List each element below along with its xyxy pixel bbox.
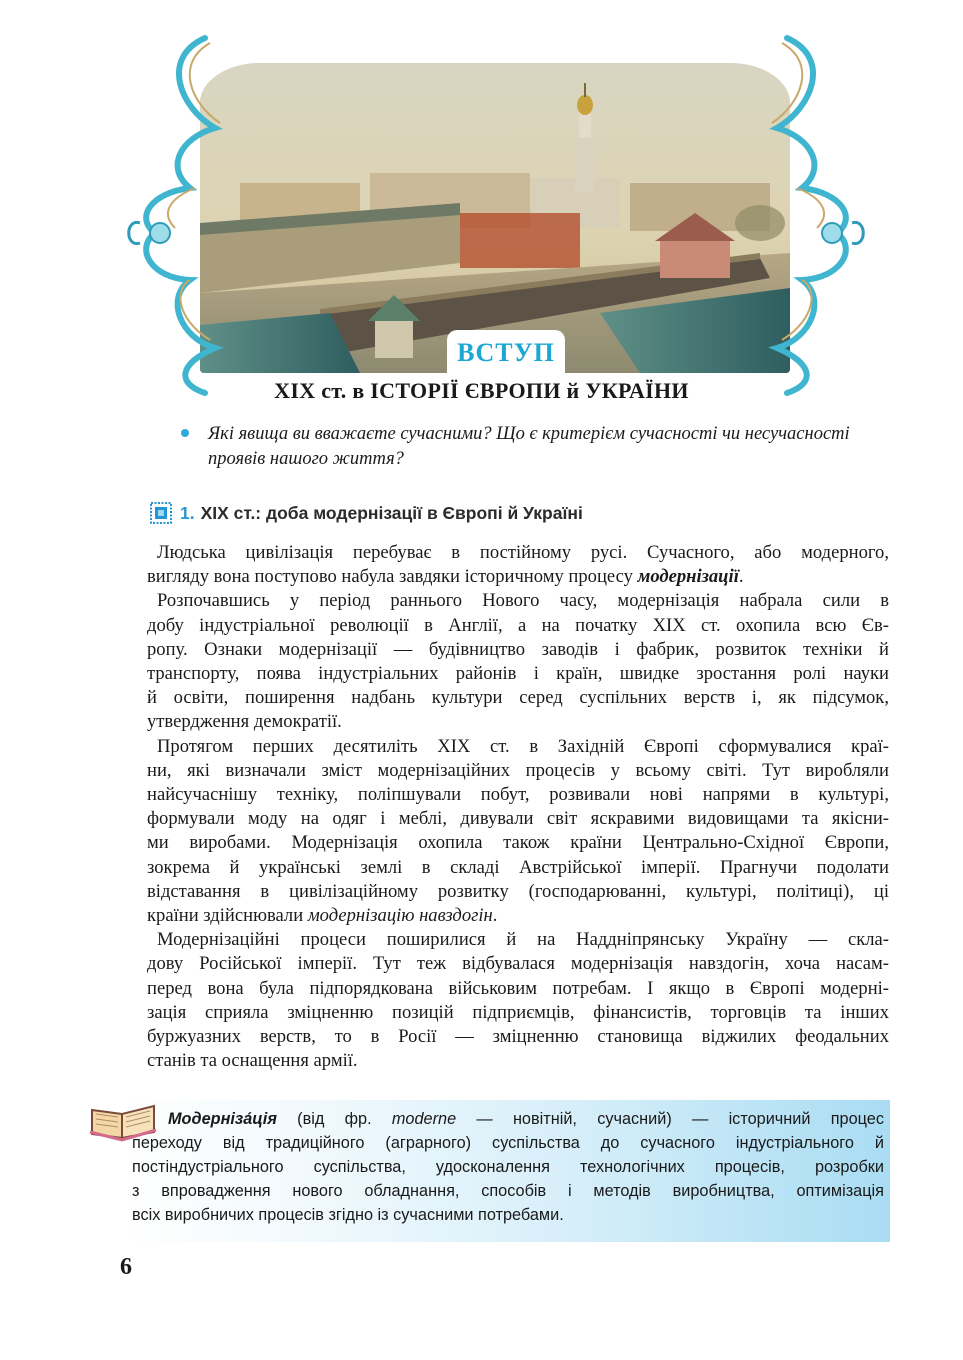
text-line: утвердження демократії. [147,711,342,733]
definition-origin-word: moderne [391,1110,457,1128]
definition-text [132,1107,884,1227]
text-line: країни здійснювали модернізацію навздогін. [147,905,498,927]
section-number: 1. [180,502,195,523]
text-line: найсучаснішу техніку, поліпшували побут, розвивали нові напрями в культурі, [147,784,889,806]
question-line: проявів нашого життя? [208,449,404,469]
text-line: Протягом перших десятиліть XIX ст. в Західній Європі сформувалися краї- [157,735,889,757]
term-modernization: модернізації [637,566,739,588]
text-line: ми виробами. Модернізація охопила також країни Центрально-Східної Європи, [147,832,889,854]
definition-line: з впровадження нового обладнання, способів і методів виробництва, оптимізація [132,1182,884,1200]
intro-badge: ВСТУП [447,330,565,376]
city-panorama-image [200,63,790,373]
page-number: 6 [120,1254,132,1280]
ornament-frame-right-icon [762,18,872,396]
text-line: вигляду вона поступово набула завдяки історичному процесу модернізації. [147,566,744,588]
definition-line: всіх виробничих процесів згідно із сучасними потребами. [132,1206,564,1224]
section-square-icon [150,502,172,524]
definition-line: переходу від традиційного (аграрного) суспільства до сучасного індустріального й [132,1134,884,1152]
text-line: буржуазних верств, то в Росії — зміцненню становища віджилих феодальних [147,1026,889,1048]
definition-line: Модернiза́цiя (від фр. moderne — новітній, сучасний) — історичний процес [168,1110,884,1128]
definition-line: постіндустріального суспільства, удосконалення технологічних процесів, розробки [132,1158,884,1176]
term-catch-up-modernization: модернізацію навздогін [307,905,493,927]
text-line: добу індустріальної революції в Англії, а на початку XIX ст. охопила всю Єв- [147,614,889,636]
text-line: станів та оснащення армії. [147,1050,358,1072]
text-line: Розпочавшись у період раннього Нового часу, модернізація набрала сили в [157,590,889,612]
intro-question [183,422,903,472]
text-line: Людська цивілізація перебуває в постійному русі. Сучасного, або модерного, [157,542,889,563]
text-line: ропу. Ознаки модернізації — будівництво заводів і фабрик, розвиток техніки й [147,638,889,660]
section-title: XIX ст.: доба модернізації в Європі й Україні [200,502,583,523]
text-line: зокрема й українські землі в складі Австрійської імперії. Прагнучи подолати [147,856,889,878]
chapter-title: XIX ст. в ІСТОРІЇ ЄВРОПИ й УКРАЇНИ [274,378,689,403]
body-text [147,541,889,1073]
question-line: Які явища ви вважаєте сучасними? Що є критерієм сучасності чи несучасності [208,424,850,444]
definition-term: Модернiза́цiя [168,1110,277,1128]
text-line: транспорту, поява індустріальних районів і країн, швидке зростання ролі науки [147,663,889,685]
text-line: й освіти, поширення надбань культури серед суспільних верств і, як підсумок, [147,687,889,709]
ornament-frame-left-icon [120,18,230,396]
section-heading [150,500,583,526]
text-line: ни, які визначали зміст модернізаційних процесів у всьому світі. Тут виробляли [147,759,889,781]
text-line: відставання в цивілізаційному розвитку (господарюванні, культурі, політиці), ці [147,880,889,902]
header-illustration [120,18,872,396]
text-line: зація сприяла зміцненню позицій підприємців, фінансистів, торговців та інших [147,1001,889,1023]
text-line: Модернізаційні процеси поширилися й на Наддніпрянську Україну — скла- [157,929,889,951]
text-line: дову Російської імперії. Тут теж відбувалася модернізація навздогін, хоча насам- [147,953,889,975]
city-photo [200,63,790,373]
text-line: формували моду на одяг і меблі, дивували світ яскравими видовищами та якісни- [147,808,889,830]
text-line: перед вона була підпорядкована військовим потребам. І якщо в Європі модерні- [147,977,889,999]
